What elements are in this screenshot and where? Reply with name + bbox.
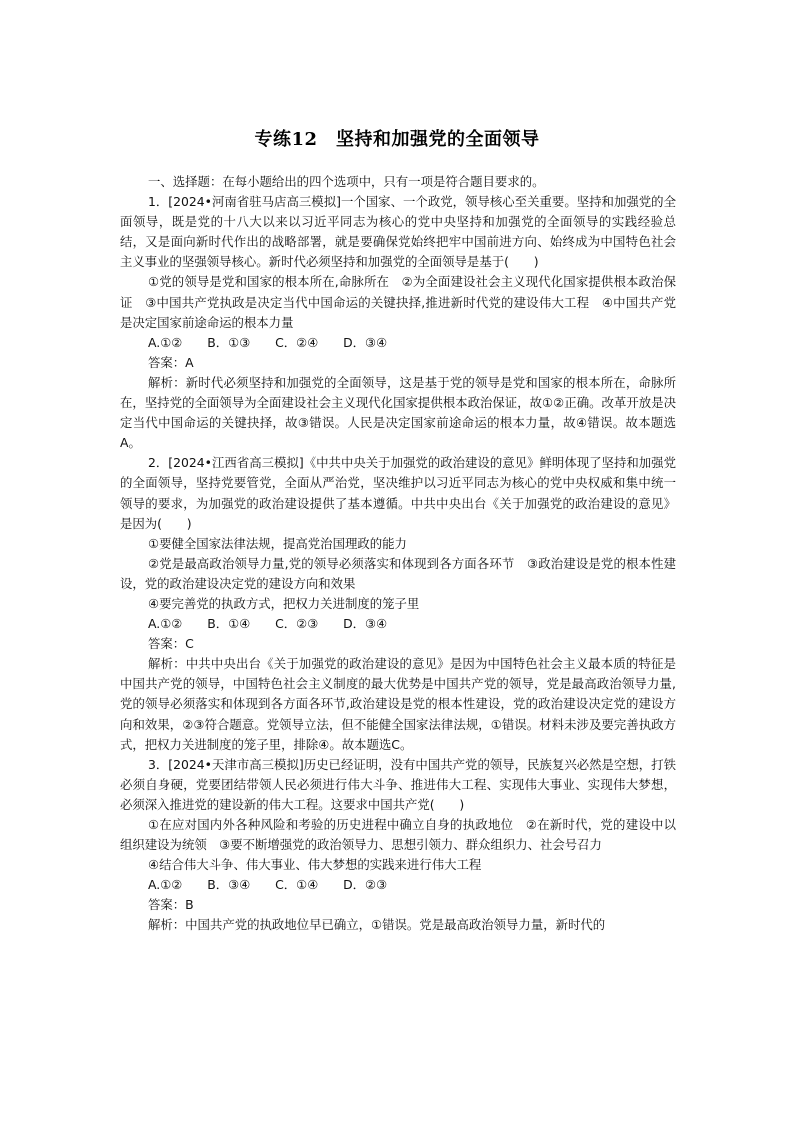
question-3-answer: 答案：B	[148, 897, 194, 913]
document-body	[120, 172, 676, 936]
question-1-options: A.①② B．①③ C．②④ D．③④	[148, 334, 388, 350]
question-1-answer: 答案：A	[148, 354, 194, 370]
question-2-options: A.①② B．①④ C．②③ D．③④	[148, 616, 388, 632]
question-2-stem: 2．[2024•江西省高三模拟]《中共中央关于加强党的政治建设的意见》鲜明体现了坚持和加强党的全面领导，坚持党要管党，全面从严治党，坚决维护以习近平同志为核心的党中央权威和集中统一领导的要求，为加强党的政治建设提供了基本遵循。中共中央出台《关于加强党的政治建设的意见》是因为( )	[120, 455, 676, 531]
question-2-statement-2: ②党是最高政治领导力量,党的领导必须落实和体现到各方面各环节 ③政治建设是党的根本性建设，党的政治建设决定党的建设方向和效果	[120, 555, 676, 591]
question-2-statement-1: ①要健全国家法律法规，提高党治国理政的能力	[148, 535, 407, 551]
question-1-statements: ①党的领导是党和国家的根本所在,命脉所在 ②为全面建设社会主义现代化国家提供根本政治保证 ③中国共产党执政是决定当代中国命运的关键抉择,推进新时代党的建设伟大工程 ④中国共产党是决定国家前途命运的根本力量	[120, 274, 676, 330]
question-2-analysis: 解析：中共中央出台《关于加强党的政治建设的意见》是因为中国特色社会主义最本质的特征是中国共产党的领导，中国特色社会主义制度的最大优势是中国共产党的领导，党是最高政治领导力量,党的领导必须落实和体现到各方面各环节,政治建设是党的根本性建设，党的政治建设决定党的建设方向和效果，②③符合题意。党领导立法，但不能健全国家法律法规，①错误。材料未涉及要完善执政方式，把权力关进制度的笼子里，排除④。故本题选C。	[120, 656, 676, 752]
question-1-analysis: 解析：新时代必须坚持和加强党的全面领导，这是基于党的领导是党和国家的根本所在，命脉所在，坚持党的全面领导为全面建设社会主义现代化国家提供根本政治保证，故①②正确。改革开放是决定当代中国命运的关键抉择，故③错误。人民是决定国家前途命运的根本力量，故④错误。故本题选A。	[120, 374, 676, 451]
question-1-stem: 1．[2024•河南省驻马店高三模拟]一个国家、一个政党，领导核心至关重要。坚持和加强党的全面领导，既是党的十八大以来以习近平同志为核心的党中央坚持和加强党的全面领导的实践经验总结，又是面向新时代作出的战略部署，就是要确保党始终把牢中国前进方向、始终成为中国特色社会主义事业的坚强领导核心。新时代必须坚持和加强党的全面领导是基于( )	[120, 194, 676, 270]
question-3-statement-2: ④结合伟大斗争、伟大事业、伟大梦想的实践来进行伟大工程	[148, 857, 482, 873]
page-title: 专练12 坚持和加强党的全面领导	[254, 129, 540, 150]
question-3-options: A.①② B．③④ C．①④ D．②③	[148, 877, 388, 893]
question-3-stem: 3．[2024•天津市高三模拟]历史已经证明，没有中国共产党的领导，民族复兴必然是空想，打铁必须自身硬，党要团结带领人民必须进行伟大斗争、推进伟大工程、实现伟大事业、实现伟大梦想，必须深入推进党的建设新的伟大工程。这要求中国共产党( )	[120, 756, 676, 812]
question-2-answer: 答案：C	[148, 636, 194, 652]
question-2-statement-3: ④要完善党的执政方式，把权力关进制度的笼子里	[148, 595, 420, 611]
question-3-statement-1: ①在应对国内外各种风险和考验的历史进程中确立自身的执政地位 ②在新时代，党的建设中以组织建设为统领 ③要不断增强党的政治领导力、思想引领力、群众组织力、社会号召力	[120, 817, 676, 853]
question-3-analysis: 解析：中国共产党的执政地位早已确立，①错误。党是最高政治领导力量，新时代的	[148, 917, 606, 933]
section-instruction: 一、选择题：在每小题给出的四个选项中，只有一项是符合题目要求的。	[148, 174, 545, 189]
